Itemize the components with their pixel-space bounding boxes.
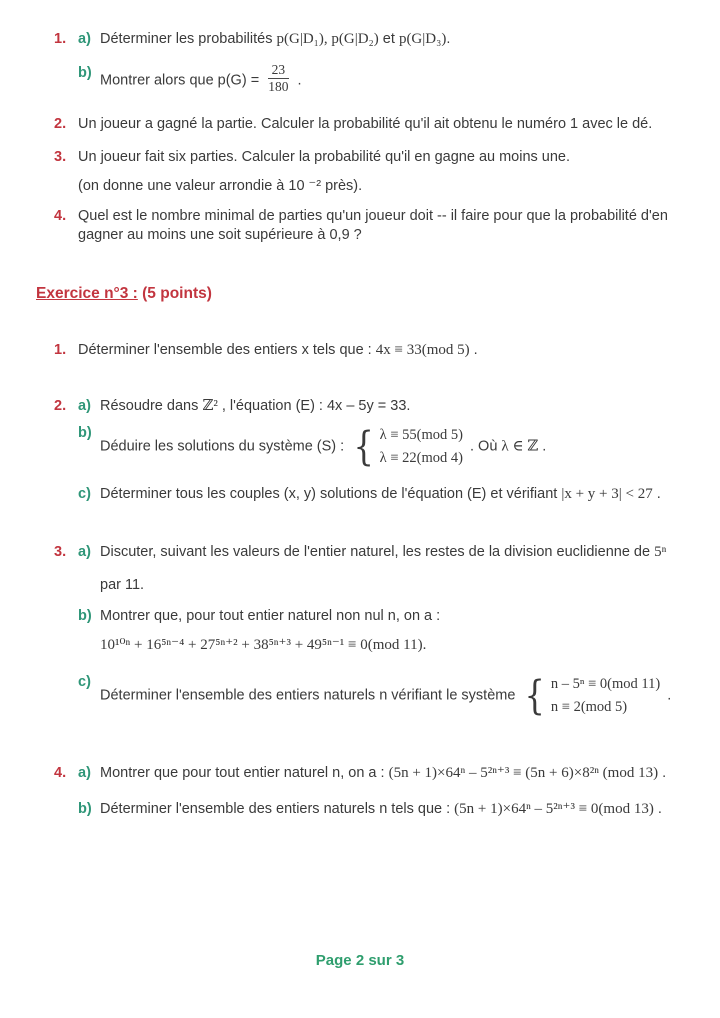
text-run: .	[652, 486, 661, 503]
question-letter	[78, 636, 100, 656]
question-content	[100, 800, 702, 820]
question-number	[54, 636, 78, 656]
question-letter: b)	[78, 64, 92, 81]
text-run: .	[663, 687, 672, 704]
text-run: Résoudre dans	[100, 397, 203, 414]
text-run: .	[469, 342, 478, 359]
line-break	[100, 562, 702, 576]
question-line	[54, 607, 702, 626]
question-number: 2.	[54, 115, 67, 132]
question-line	[54, 397, 702, 417]
question-number	[54, 424, 78, 469]
text-run: Un joueur fait six parties. Calculer la probabilité qu'il en gagne au moins une.	[78, 148, 571, 165]
question-content	[100, 607, 702, 626]
text-run: Déterminer l'ensemble des entiers naturels n tels que :	[100, 800, 455, 817]
math-expression: (5n + 1)×64ⁿ – 5²ⁿ⁺³ ≡ (5n + 6)×8²ⁿ (mod 13)	[388, 765, 659, 782]
text-run: .	[538, 438, 547, 455]
text-run: Quel est le nombre minimal de parties qu'un joueur doit -- il faire pour que la probabilité d'en gagner au moins une soit supérieure à 0,9 ?	[78, 208, 668, 244]
question-line	[54, 177, 702, 196]
text-run: Discuter, suivant les valeurs de l'entier naturel, les restes de la division euclidienne de	[100, 543, 655, 560]
text-run: Montrer alors que p(G) =	[100, 72, 264, 89]
question-content	[100, 485, 702, 505]
question-line	[54, 30, 702, 50]
exercise-heading-title: Exercice n°3 :	[36, 285, 138, 303]
system-equation: λ ≡ 55(mod 5)	[379, 427, 463, 444]
question-number	[54, 800, 78, 820]
question-content	[100, 61, 702, 97]
math-expression: 5ⁿ	[654, 543, 667, 560]
question-content	[100, 424, 702, 469]
question-number: 2.	[54, 397, 67, 414]
system-equation: λ ≡ 22(mod 4)	[379, 449, 463, 466]
question-line	[54, 636, 702, 656]
question-content	[100, 543, 702, 595]
question-line	[54, 673, 702, 718]
question-letter: c)	[78, 674, 91, 691]
question-number: 1.	[54, 342, 67, 359]
question-line	[54, 764, 702, 784]
system-lines	[551, 673, 660, 718]
question-line	[54, 800, 702, 820]
text-run: Montrer que pour tout entier naturel n, on a :	[100, 765, 389, 782]
question-content	[100, 764, 702, 784]
question-number	[54, 64, 78, 97]
question-letter: a)	[78, 765, 91, 782]
text-run: Déterminer tous les couples (x, y) solutions de l'équation (E) et vérifiant	[100, 486, 562, 503]
question-number: 1.	[54, 31, 67, 47]
text-run: Montrer que, pour tout entier naturel non nul n, on a :	[100, 607, 441, 624]
brace-icon: {	[353, 423, 375, 470]
system-equation: n – 5ⁿ ≡ 0(mod 11)	[550, 676, 661, 693]
equation-system	[522, 673, 660, 718]
question-letter: b)	[78, 607, 92, 624]
question-content	[78, 207, 702, 245]
question-letter: a)	[78, 543, 91, 560]
text-run: Déterminer les probabilités	[100, 31, 277, 47]
question-line	[54, 543, 702, 595]
question-number	[54, 485, 78, 505]
exercise-heading-points: (5 points)	[137, 285, 212, 303]
math-expression: p(G|D₃)	[398, 31, 447, 47]
text-run: , l'équation (E) : 4x – 5y = 33.	[217, 397, 411, 414]
text-run: Déterminer l'ensemble des entiers x tels que :	[78, 342, 376, 359]
question-line	[54, 207, 702, 245]
question-letter: a)	[78, 397, 91, 414]
system-lines	[380, 424, 463, 469]
question-line	[54, 341, 702, 361]
math-expression: λ ∈ ℤ	[501, 438, 539, 455]
exercise-heading	[36, 285, 702, 303]
math-expression: ℤ²	[202, 397, 218, 414]
math-expression: |x + y + 3| < 27	[561, 486, 653, 503]
math-expression: (5n + 1)×64ⁿ – 5²ⁿ⁺³ ≡ 0(mod 13)	[454, 800, 654, 817]
question-line	[54, 485, 702, 505]
question-content	[78, 177, 702, 196]
text-run: (on donne une valeur arrondie à 10 ⁻² près).	[78, 177, 363, 194]
text-run: .	[446, 31, 451, 47]
question-content	[100, 30, 702, 50]
question-line	[54, 424, 702, 469]
question-content	[100, 636, 702, 656]
question-number: 3.	[54, 543, 67, 560]
question-letter: b)	[78, 800, 92, 817]
question-letter: a)	[78, 31, 91, 47]
question-content	[100, 673, 702, 718]
question-number: 4.	[54, 765, 67, 782]
question-content	[100, 397, 702, 417]
question-content	[78, 148, 702, 167]
fraction-numerator: 23	[268, 62, 290, 79]
question-line	[54, 148, 702, 167]
system-equation: n ≡ 2(mod 5)	[550, 698, 628, 715]
question-number: 4.	[54, 208, 67, 225]
text-run: Déterminer l'ensemble des entiers naturels n vérifiant le système	[100, 687, 520, 704]
question-number: 3.	[54, 148, 67, 165]
text-run: .	[293, 72, 302, 89]
question-line	[54, 61, 702, 97]
page-footer: Page 2 sur 3	[315, 952, 405, 969]
question-line	[54, 115, 702, 134]
brace-icon: {	[524, 672, 546, 719]
question-content	[78, 115, 702, 134]
text-run: Déduire les solutions du système (S) :	[100, 438, 349, 455]
math-expression: 4x ≡ 33(mod 5)	[375, 342, 470, 359]
fraction	[266, 62, 290, 95]
text-run: par 11.	[100, 577, 145, 594]
text-run: et	[378, 31, 399, 47]
question-number	[54, 177, 78, 196]
question-letter: c)	[78, 486, 91, 503]
equation-system	[351, 424, 463, 469]
question-number	[54, 607, 78, 626]
text-run: Un joueur a gagné la partie. Calculer la probabilité qu'il ait obtenu le numéro 1 avec le dé.	[78, 115, 653, 132]
text-run: .	[658, 765, 667, 782]
math-expression: p(G|D₁), p(G|D₂)	[276, 31, 379, 47]
question-content	[78, 341, 702, 361]
fraction-denominator: 180	[268, 78, 289, 94]
question-number	[54, 673, 78, 718]
question-letter: b)	[78, 425, 92, 442]
math-expression: 10¹⁰ⁿ + 16⁵ⁿ⁻⁴ + 27⁵ⁿ⁺² + 38⁵ⁿ⁺³ + 49⁵ⁿ⁻¹ ≡ 0(mod 11).	[100, 636, 427, 653]
text-run: .	[653, 800, 662, 817]
text-run: . Où	[465, 438, 502, 455]
